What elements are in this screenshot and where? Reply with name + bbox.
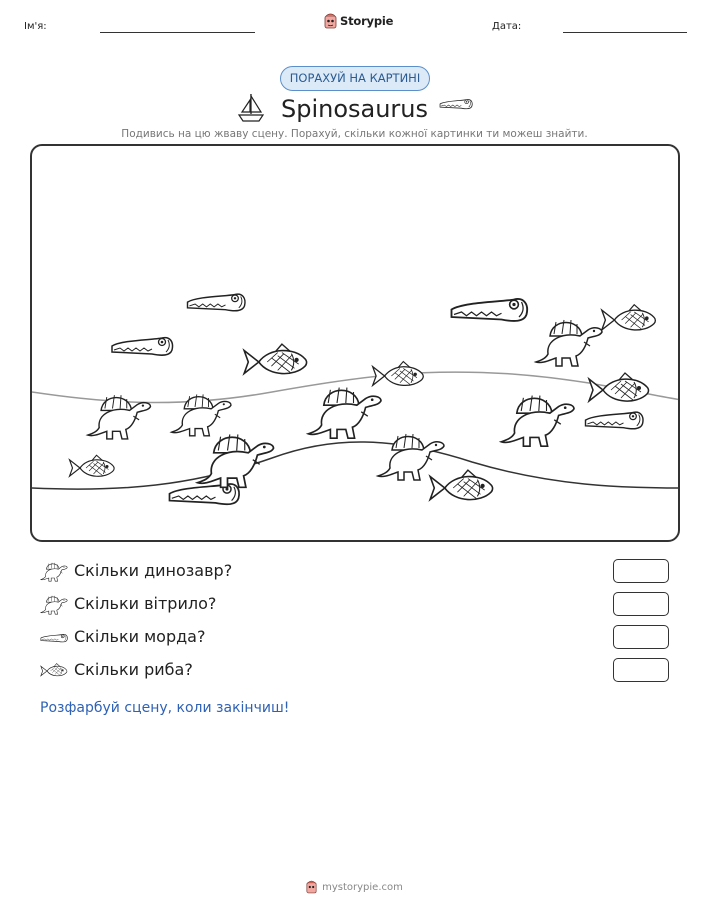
snout-4 (586, 412, 643, 429)
sail-icon (40, 594, 68, 616)
brand-name: Storypie (340, 14, 394, 28)
snout-5 (170, 484, 240, 504)
fish-3 (602, 305, 656, 330)
dinosaur-icon (40, 561, 68, 583)
storypie-footer-icon (306, 880, 317, 894)
date-label: Дата: (492, 21, 522, 32)
question-text: Скільки динозавр? (74, 561, 233, 580)
fish-4 (589, 373, 649, 401)
dinosaur-3 (308, 388, 381, 439)
dinosaur-7 (378, 434, 444, 480)
brand-logo (324, 13, 393, 29)
fish-1 (244, 344, 306, 373)
fish-icon (40, 660, 68, 682)
footer (0, 880, 709, 894)
page-title: Spinosaurus (280, 95, 429, 123)
instructions: Подивись на цю жваву сцену. Порахуй, скільки кожної картинки ти можеш знайти. (121, 128, 588, 140)
fish-6 (430, 470, 492, 499)
dinosaur-5 (501, 396, 574, 447)
answer-box[interactable] (613, 559, 669, 583)
snout-3 (452, 299, 528, 321)
question-row (40, 658, 670, 684)
name-line[interactable] (100, 32, 255, 33)
fish-5 (70, 455, 115, 476)
snout-1 (188, 294, 245, 311)
answer-box[interactable] (613, 592, 669, 616)
answer-box[interactable] (613, 658, 669, 682)
question-row (40, 592, 670, 618)
name-label: Ім'я: (24, 21, 47, 32)
coloring-note: Розфарбуй сцену, коли закінчиш! (40, 700, 290, 716)
question-text: Скільки вітрило? (74, 594, 217, 613)
question-row (40, 625, 670, 651)
footer-url[interactable]: mystorypie.com (322, 881, 403, 893)
snout-2 (112, 338, 173, 356)
crocodile-snout-icon (439, 98, 473, 112)
dinosaur-2 (172, 394, 231, 435)
question-text: Скільки морда? (74, 627, 206, 646)
snout-icon (40, 627, 68, 649)
wave-line-lower (32, 442, 680, 489)
title-row (0, 92, 709, 126)
fish-2 (373, 362, 424, 386)
question-row (40, 559, 670, 585)
date-line[interactable] (563, 32, 687, 33)
activity-badge: ПОРАХУЙ НА КАРТИНІ (280, 66, 430, 91)
question-text: Скільки риба? (74, 660, 193, 679)
counting-scene (30, 144, 680, 542)
answer-box[interactable] (613, 625, 669, 649)
dinosaur-4 (536, 320, 602, 366)
storypie-logo-icon (324, 13, 337, 29)
